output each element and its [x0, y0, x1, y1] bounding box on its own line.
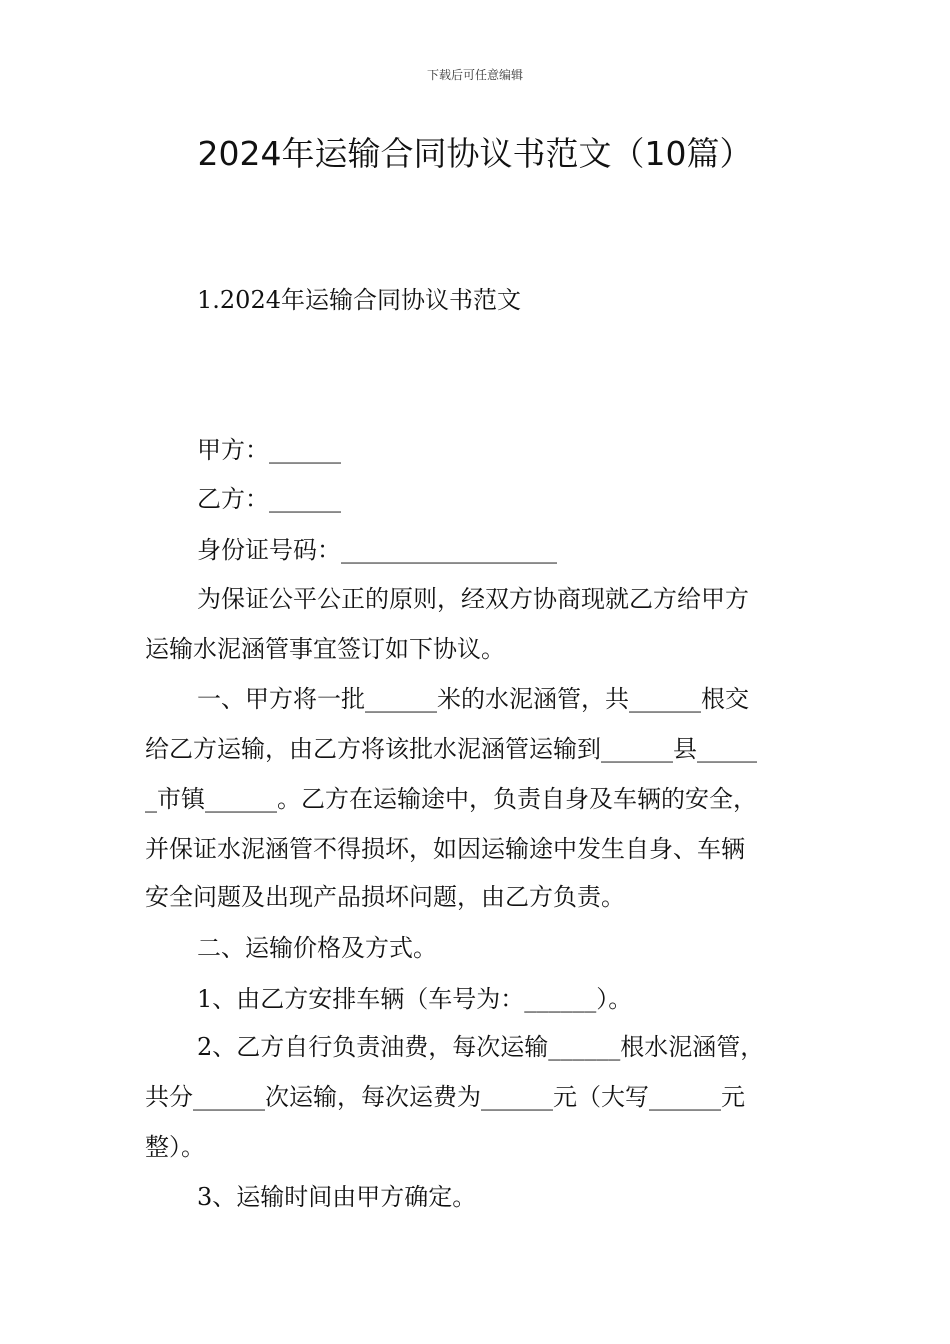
- clause-one-line: 一、甲方将一批______米的水泥涵管，共______根交: [197, 685, 749, 713]
- clause-two-heading: 二、运输价格及方式。: [197, 934, 437, 962]
- clause-two-item-1: 1、由乙方安排车辆（车号为：______）。: [197, 985, 633, 1013]
- paragraph-line: 运输水泥涵管事宜签订如下协议。: [145, 635, 505, 663]
- id-number-line: 身份证号码：__________________: [197, 536, 557, 564]
- clause-two-item-2: 整）。: [145, 1133, 205, 1161]
- clause-one-line: 安全问题及出现产品损坏问题，由乙方负责。: [145, 883, 625, 911]
- clause-two-item-2: 共分______次运输，每次运费为______元（大写______元: [145, 1083, 745, 1111]
- party-a-line: 甲方：______: [197, 436, 341, 464]
- document-title: 2024年运输合同协议书范文（10篇）: [197, 134, 753, 173]
- clause-one-line: _市镇______。乙方在运输途中，负责自身及车辆的安全，: [145, 785, 757, 813]
- clause-two-item-3: 3、运输时间由甲方确定。: [197, 1183, 477, 1211]
- section-heading: 1.2024年运输合同协议书范文: [197, 286, 521, 314]
- paragraph-line: 为保证公平公正的原则，经双方协商现就乙方给甲方: [197, 585, 749, 613]
- header-note: 下载后可任意编辑: [426, 68, 523, 82]
- party-b-line: 乙方：______: [197, 485, 341, 513]
- clause-one-line: 给乙方运输，由乙方将该批水泥涵管运输到______县_____: [145, 735, 757, 763]
- clause-one-line: 并保证水泥涵管不得损坏，如因运输途中发生自身、车辆: [145, 835, 745, 863]
- clause-two-item-2: 2、乙方自行负责油费，每次运输______根水泥涵管，: [197, 1033, 765, 1061]
